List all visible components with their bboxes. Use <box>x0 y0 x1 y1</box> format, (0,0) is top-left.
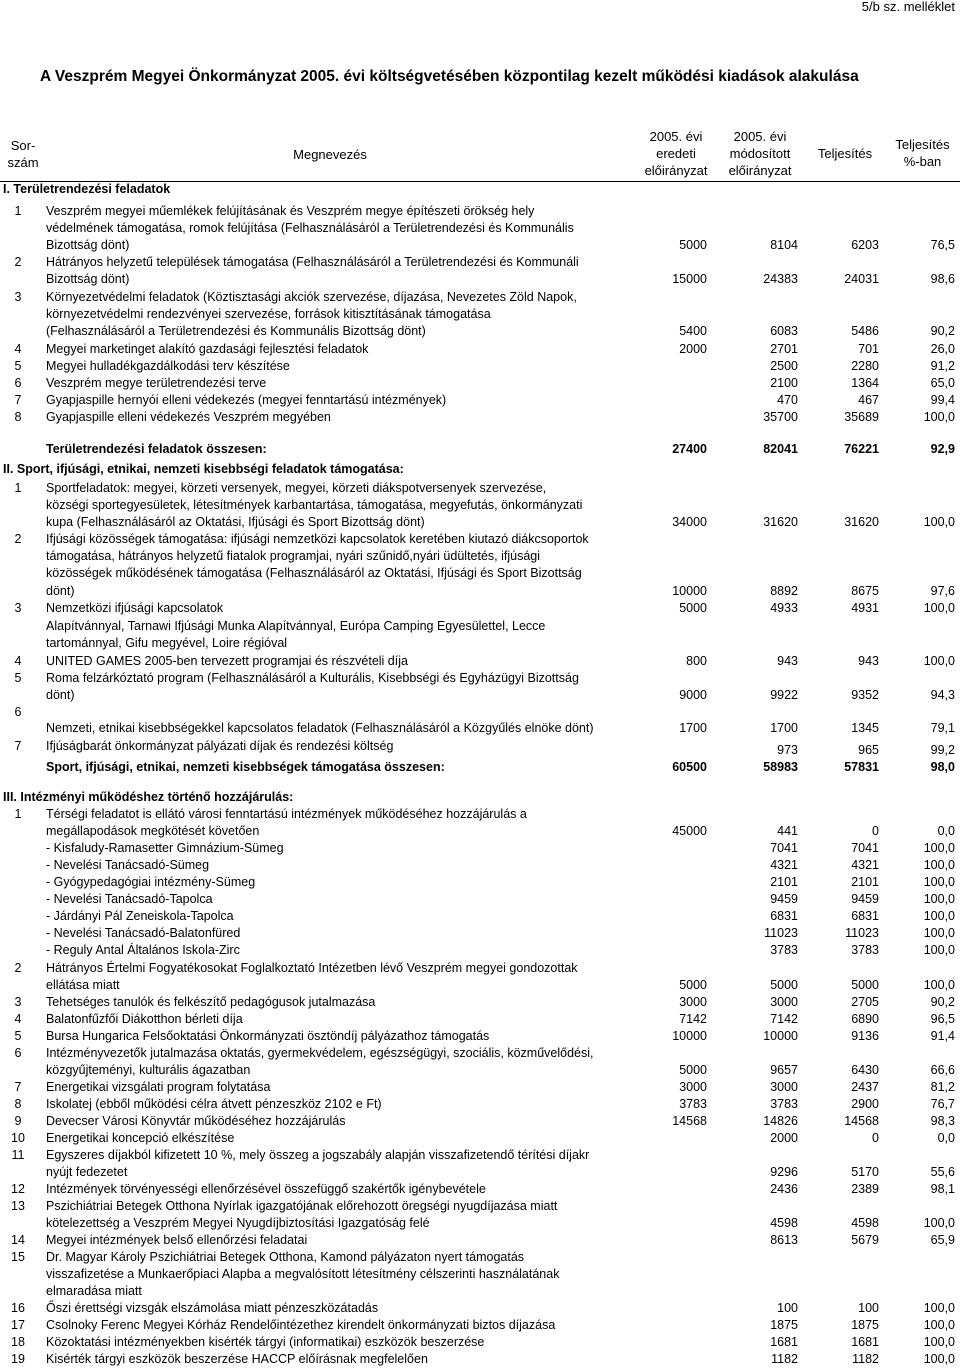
row-description: Tehetséges tanulók és felkészítő pedagógusok jutalmazása <box>46 995 376 1009</box>
eredeti-value: 800 <box>636 654 707 668</box>
row-description: Hátrányos helyzetű települések támogatása (Felhasználásáról a Területrendezési és Kommunáli <box>46 255 579 269</box>
eredeti-value: 10000 <box>636 1029 707 1043</box>
row-description: - Kisfaludy-Ramasetter Gimnázium-Sümeg <box>46 841 284 855</box>
row-number: 17 <box>11 1318 25 1332</box>
modositott-value: 14826 <box>722 1114 798 1128</box>
row-description: Balatonfűzfői Diákotthon bérleti díja <box>46 1012 243 1026</box>
header-sorszam-1: Sor- <box>10 138 36 153</box>
teljesites-value: 57831 <box>800 760 879 774</box>
teljesites-value: 6430 <box>800 1063 879 1077</box>
pct-value: 100,0 <box>882 1318 955 1332</box>
modositott-value: 10000 <box>722 1029 798 1043</box>
teljesites-value: 2389 <box>800 1182 879 1196</box>
eredeti-value: 3783 <box>636 1097 707 1111</box>
row-description: ellátása miatt <box>46 978 120 992</box>
teljesites-value: 6831 <box>800 909 879 923</box>
modositott-value: 3000 <box>722 1080 798 1094</box>
pct-value: 100,0 <box>882 515 955 529</box>
pct-value: 100,0 <box>882 1352 955 1366</box>
teljesites-value: 11023 <box>800 926 879 940</box>
teljesites-value: 6890 <box>800 1012 879 1026</box>
teljesites-value: 2101 <box>800 875 879 889</box>
page-title: A Veszprém Megyei Önkormányzat 2005. évi költségvetésében központilag kezelt működési kiadások alakulása <box>40 68 859 85</box>
modositott-value: 7041 <box>722 841 798 855</box>
pct-value: 90,2 <box>882 324 955 338</box>
pct-value: 100,0 <box>882 1216 955 1230</box>
row-description: UNITED GAMES 2005-ben tervezett programjai és részvételi díja <box>46 654 408 668</box>
row-description: - Nevelési Tanácsadó-Tapolca <box>46 892 213 906</box>
row-number: 13 <box>11 1199 25 1213</box>
teljesites-value: 2705 <box>800 995 879 1009</box>
teljesites-value: 7041 <box>800 841 879 855</box>
row-description: Veszprém megyei műemlékek felújításának és Veszprém megye építészeti örökség hely <box>46 204 535 218</box>
pct-value: 55,6 <box>882 1165 955 1179</box>
row-description: dönt) <box>46 688 75 702</box>
pct-value: 100,0 <box>882 841 955 855</box>
row-number: 2 <box>14 961 22 975</box>
section-heading: Területrendezési feladatok összesen: <box>46 442 267 456</box>
modositott-value: 2101 <box>722 875 798 889</box>
teljesites-value: 9459 <box>800 892 879 906</box>
modositott-value: 5000 <box>722 978 798 992</box>
row-number: 16 <box>11 1301 25 1315</box>
row-description: Nemzeti, etnikai kisebbségekkel kapcsolatos feladatok (Felhasználásáról a Közgyűlés elnöke dönt) <box>46 721 594 735</box>
row-description: Egyszeres díjakból kifizetett 10 %, mely összeg a jogszabály alapján visszafizetendő térítési díjakr <box>46 1148 590 1162</box>
row-description: Intézményvezetők jutalmazása oktatás, gyermekvédelem, egészségügyi, szociális, közművelődési, <box>46 1046 594 1060</box>
row-number: 14 <box>11 1233 25 1247</box>
row-description: közösségek működésének támogatása (Felhasználásáról az Oktatási, Ifjúsági és Sport Bizottság <box>46 566 582 580</box>
modositott-value: 3783 <box>722 943 798 957</box>
row-number: 1 <box>14 204 22 218</box>
row-number: 10 <box>11 1131 25 1145</box>
teljesites-value: 14568 <box>800 1114 879 1128</box>
eredeti-value: 3000 <box>636 1080 707 1094</box>
teljesites-value: 943 <box>800 654 879 668</box>
row-description: Környezetvédelmi feladatok (Köztisztasági akciók szervezése, díjazása, Nevezetes Zöld Napok, <box>46 290 577 304</box>
row-description: visszafizetése a Munkaerőpiaci Alapba a megvalósított létesítmény célszerinti használatának <box>46 1267 560 1281</box>
row-description: Roma felzárkóztató program (Felhasználásáról a Kulturális, Kisebbségi és Egyházügyi Bizottság <box>46 671 579 685</box>
row-description: közgyűjteményi, kulturális ágazatban <box>46 1063 251 1077</box>
teljesites-value: 100 <box>800 1301 879 1315</box>
pct-value: 100,0 <box>882 1335 955 1349</box>
row-description: tartománnyal, Gifu megyével, Loire régióval <box>46 636 288 650</box>
row-description: Hátrányos Értelmi Fogyatékosokat Foglalkoztató Intézetben lévő Veszprém megyei gondozottak <box>46 961 578 975</box>
eredeti-value: 60500 <box>636 760 707 774</box>
row-number: 4 <box>14 1012 22 1026</box>
row-description: védelmének támogatása, romok felújítása (Felhasználásáról a Területrendezési és Kommunális <box>46 221 574 235</box>
header-eredeti-2: eredeti <box>656 146 696 161</box>
pct-value: 91,4 <box>882 1029 955 1043</box>
header-sorszam-2: szám <box>7 155 39 170</box>
modositott-value: 31620 <box>722 515 798 529</box>
pct-value: 100,0 <box>882 875 955 889</box>
modositott-value: 1681 <box>722 1335 798 1349</box>
modositott-value: 8613 <box>722 1233 798 1247</box>
row-number: 1 <box>14 807 22 821</box>
pct-value: 76,7 <box>882 1097 955 1111</box>
teljesites-value: 1182 <box>800 1352 879 1366</box>
teljesites-value: 2280 <box>800 359 879 373</box>
modositott-value: 8892 <box>722 584 798 598</box>
header-pct-1: Teljesítés <box>895 137 950 152</box>
row-description: Ifjúságbarát önkormányzat pályázati díjak és rendezési költség <box>46 739 394 753</box>
modositott-value: 1875 <box>722 1318 798 1332</box>
eredeti-value: 5000 <box>636 601 707 615</box>
row-description: Nemzetközi ifjúsági kapcsolatok <box>46 601 224 615</box>
pct-value: 26,0 <box>882 342 955 356</box>
pct-value: 100,0 <box>882 1301 955 1315</box>
modositott-value: 4598 <box>722 1216 798 1230</box>
modositott-value: 4321 <box>722 858 798 872</box>
eredeti-value: 5400 <box>636 324 707 338</box>
row-number: 3 <box>14 601 22 615</box>
row-description: elmaradása miatt <box>46 1284 142 1298</box>
row-description: - Nevelési Tanácsadó-Balatonfüred <box>46 926 241 940</box>
pct-value: 65,9 <box>882 1233 955 1247</box>
row-number: 18 <box>11 1335 25 1349</box>
modositott-value: 943 <box>722 654 798 668</box>
teljesites-value: 4931 <box>800 601 879 615</box>
teljesites-value: 1875 <box>800 1318 879 1332</box>
row-description: kupa (Felhasználásáról az Oktatási, Ifjúsági és Sport Bizottság dönt) <box>46 515 425 529</box>
row-description: Megyei intézmények belső ellenőrzési feladatai <box>46 1233 308 1247</box>
pct-value: 100,0 <box>882 654 955 668</box>
row-description: megállapodások megkötését követően <box>46 824 260 838</box>
pct-value: 100,0 <box>882 943 955 957</box>
teljesites-value: 24031 <box>800 272 879 286</box>
row-description: Bursa Hungarica Felsőoktatási Önkormányzati ösztöndíj pályázathoz támogatás <box>46 1029 490 1043</box>
row-number: 9 <box>14 1114 22 1128</box>
modositott-value: 2500 <box>722 359 798 373</box>
modositott-value: 9657 <box>722 1063 798 1077</box>
pct-value: 99,4 <box>882 393 955 407</box>
row-description: Kisérték tárgyi eszközök beszerzése HACCP előírásnak megfelelően <box>46 1352 428 1366</box>
section-heading: III. Intézményi működéshez történő hozzájárulás: <box>3 790 294 804</box>
modositott-value: 8104 <box>722 238 798 252</box>
teljesites-value: 0 <box>800 1131 879 1145</box>
pct-value: 90,2 <box>882 995 955 1009</box>
row-description: Pszichiátriai Betegek Otthona Nyírlak igazgatójának előrehozott öregségi nyugdíjazása miatt <box>46 1199 558 1213</box>
modositott-value: 9296 <box>722 1165 798 1179</box>
eredeti-value: 5000 <box>636 238 707 252</box>
eredeti-value: 10000 <box>636 584 707 598</box>
pct-value: 79,1 <box>882 721 955 735</box>
row-number: 5 <box>14 1029 22 1043</box>
row-number: 6 <box>14 1046 22 1060</box>
modositott-value: 1182 <box>722 1352 798 1366</box>
row-number: 4 <box>14 654 22 668</box>
row-description: Alapítvánnyal, Tarnawi Ifjúsági Munka Alapítvánnyal, Európa Camping Egyesülettel, Lecce <box>46 619 546 633</box>
row-number: 12 <box>11 1182 25 1196</box>
modositott-value: 6831 <box>722 909 798 923</box>
teljesites-value: 0 <box>800 824 879 838</box>
row-number: 19 <box>11 1352 25 1366</box>
section-heading: Sport, ifjúsági, etnikai, nemzeti kisebbségek támogatása összesen: <box>46 760 445 774</box>
teljesites-value: 1364 <box>800 376 879 390</box>
modositott-value: 3783 <box>722 1097 798 1111</box>
header-modositott-3: előirányzat <box>728 163 792 178</box>
row-description: támogatása, hátrányos helyzetű fiatalok programjai, nyári szűnidő,nyári üdültetés, ifjúsági <box>46 549 541 563</box>
pct-value: 0,0 <box>882 824 955 838</box>
row-number: 8 <box>14 410 22 424</box>
eredeti-value: 27400 <box>636 442 707 456</box>
pct-value: 100,0 <box>882 858 955 872</box>
modositott-value: 9459 <box>722 892 798 906</box>
teljesites-value: 4321 <box>800 858 879 872</box>
teljesites-value: 31620 <box>800 515 879 529</box>
modositott-value: 7142 <box>722 1012 798 1026</box>
teljesites-value: 9136 <box>800 1029 879 1043</box>
modositott-value: 2000 <box>722 1131 798 1145</box>
row-description: Intézmények törvényességi ellenőrzésével összefüggő szakértők igénybevétele <box>46 1182 486 1196</box>
pct-value: 100,0 <box>882 978 955 992</box>
row-description: dönt) <box>46 584 75 598</box>
eredeti-value: 45000 <box>636 824 707 838</box>
pct-value: 92,9 <box>882 442 955 456</box>
section-heading: II. Sport, ifjúsági, etnikai, nemzeti kisebbségi feladatok támogatása: <box>3 462 404 476</box>
pct-value: 0,0 <box>882 1131 955 1145</box>
pct-value: 76,5 <box>882 238 955 252</box>
row-description: (Felhasználásáról a Területrendezési és Kommunális Bizottság dönt) <box>46 324 426 338</box>
row-number: 3 <box>14 995 22 1009</box>
teljesites-value: 2437 <box>800 1080 879 1094</box>
row-description: Veszprém megye területrendezési terve <box>46 376 267 390</box>
pct-value: 100,0 <box>882 909 955 923</box>
teljesites-value: 5170 <box>800 1165 879 1179</box>
pct-value: 98,6 <box>882 272 955 286</box>
pct-value: 96,5 <box>882 1012 955 1026</box>
eredeti-value: 9000 <box>636 688 707 702</box>
teljesites-value: 5679 <box>800 1233 879 1247</box>
row-number: 7 <box>14 393 22 407</box>
row-description: Dr. Magyar Károly Pszichiátriai Betegek Otthona, Kamond pályázaton nyert támogatás <box>46 1250 525 1264</box>
eredeti-value: 14568 <box>636 1114 707 1128</box>
teljesites-value: 701 <box>800 342 879 356</box>
row-description: Energetikai vizsgálati program folytatása <box>46 1080 271 1094</box>
modositott-value: 100 <box>722 1301 798 1315</box>
teljesites-value: 4598 <box>800 1216 879 1230</box>
row-number: 4 <box>14 342 22 356</box>
teljesites-value: 5486 <box>800 324 879 338</box>
row-description: Energetikai koncepció elkészítése <box>46 1131 235 1145</box>
row-description: Megyei hulladékgazdálkodási terv készítése <box>46 359 290 373</box>
pct-value: 100,0 <box>882 410 955 424</box>
modositott-value: 1700 <box>722 721 798 735</box>
modositott-value: 9922 <box>722 688 798 702</box>
teljesites-value: 1681 <box>800 1335 879 1349</box>
eredeti-value: 7142 <box>636 1012 707 1026</box>
teljesites-value: 3783 <box>800 943 879 957</box>
pct-value: 98,3 <box>882 1114 955 1128</box>
row-description: községi sportegyesületek, létesítmények karbantartása, támogatása, megyefutás, önkormányzati <box>46 498 583 512</box>
row-description: - Reguly Antal Általános Iskola-Zirc <box>46 943 240 957</box>
row-description: Devecser Városi Könyvtár működéséhez hozzájárulás <box>46 1114 346 1128</box>
header-teljesites: Teljesítés <box>817 146 873 161</box>
pct-value: 97,6 <box>882 584 955 598</box>
row-number: 6 <box>14 376 22 390</box>
eredeti-value: 1700 <box>636 721 707 735</box>
teljesites-value: 35689 <box>800 410 879 424</box>
eredeti-value: 5000 <box>636 1063 707 1077</box>
modositott-value: 24383 <box>722 272 798 286</box>
teljesites-value: 1345 <box>800 721 879 735</box>
modositott-value: 441 <box>722 824 798 838</box>
pct-value: 99,2 <box>882 743 955 757</box>
pct-value: 98,1 <box>882 1182 955 1196</box>
row-number: 7 <box>14 739 22 753</box>
row-description: környezetvédelmi rendezvényei szervezése, források kitisztításának támogatása <box>46 307 491 321</box>
teljesites-value: 467 <box>800 393 879 407</box>
row-number: 2 <box>14 532 22 546</box>
row-description: Sportfeladatok: megyei, körzeti versenyek, megyei, körzeti diákspotversenyek szervezése, <box>46 481 547 495</box>
modositott-value: 58983 <box>722 760 798 774</box>
header-eredeti-1: 2005. évi <box>649 129 703 144</box>
teljesites-value: 9352 <box>800 688 879 702</box>
modositott-value: 82041 <box>722 442 798 456</box>
modositott-value: 35700 <box>722 410 798 424</box>
row-description: - Gyógypedagógiai intézmény-Sümeg <box>46 875 256 889</box>
row-description: Megyei marketinget alakító gazdasági fejlesztési feladatok <box>46 342 369 356</box>
teljesites-value: 8675 <box>800 584 879 598</box>
row-description: Bizottság dönt) <box>46 272 130 286</box>
eredeti-value: 34000 <box>636 515 707 529</box>
row-description: nyújt fedezetet <box>46 1165 128 1179</box>
section-heading: I. Területrendezési feladatok <box>3 182 171 196</box>
pct-value: 100,0 <box>882 926 955 940</box>
row-number: 1 <box>14 481 22 495</box>
eredeti-value: 15000 <box>636 272 707 286</box>
row-description: Gyapjaspille elleni védekezés Veszprém megyében <box>46 410 331 424</box>
header-modositott-1: 2005. évi <box>733 129 787 144</box>
row-number: 7 <box>14 1080 22 1094</box>
row-number: 6 <box>14 705 22 719</box>
teljesites-value: 76221 <box>800 442 879 456</box>
row-description: - Járdányi Pál Zeneiskola-Tapolca <box>46 909 234 923</box>
row-description: Gyapjaspille hernyói elleni védekezés (megyei fenntartású intézmények) <box>46 393 447 407</box>
header-modositott-2: módosított <box>729 146 791 161</box>
row-description: Ifjúsági közösségek támogatása: ifjúsági nemzetközi kapcsolatok keretében kiutazó diákcsoportok <box>46 532 589 546</box>
modositott-value: 2100 <box>722 376 798 390</box>
row-description: Térségi feladatot is ellátó városi fenntartású intézmények működéséhez hozzájárulás a <box>46 807 527 821</box>
pct-value: 65,0 <box>882 376 955 390</box>
teljesites-value: 5000 <box>800 978 879 992</box>
modositott-value: 4933 <box>722 601 798 615</box>
header-megnevezes: Megnevezés <box>293 147 367 162</box>
eredeti-value: 5000 <box>636 978 707 992</box>
pct-value: 91,2 <box>882 359 955 373</box>
pct-value: 100,0 <box>882 892 955 906</box>
row-number: 8 <box>14 1097 22 1111</box>
modositott-value: 2701 <box>722 342 798 356</box>
row-number: 3 <box>14 290 22 304</box>
row-number: 5 <box>14 359 22 373</box>
header-pct-2: %-ban <box>903 154 942 169</box>
pct-value: 98,0 <box>882 760 955 774</box>
teljesites-value: 965 <box>800 743 879 757</box>
modositott-value: 6083 <box>722 324 798 338</box>
row-description: - Nevelési Tanácsadó-Sümeg <box>46 858 210 872</box>
modositott-value: 11023 <box>722 926 798 940</box>
header-eredeti-3: előirányzat <box>644 163 708 178</box>
pct-value: 94,3 <box>882 688 955 702</box>
modositott-value: 3000 <box>722 995 798 1009</box>
row-description: Iskolatej (ebből működési célra átvett pénzeszköz 2102 e Ft) <box>46 1097 382 1111</box>
modositott-value: 470 <box>722 393 798 407</box>
row-description: kötelezettség a Veszprém Megyei Nyugdíjbiztosítási Igazgatóság felé <box>46 1216 430 1230</box>
row-description: Csolnoky Ferenc Megyei Kórház Rendelőintézethez kirendelt önkormányzati biztos díjazása <box>46 1318 556 1332</box>
modositott-value: 2436 <box>722 1182 798 1196</box>
pct-value: 81,2 <box>882 1080 955 1094</box>
pct-value: 100,0 <box>882 601 955 615</box>
teljesites-value: 6203 <box>800 238 879 252</box>
row-number: 5 <box>14 671 22 685</box>
annex-label: 5/b sz. melléklet <box>861 0 955 14</box>
row-description: Közoktatási intézményekben kisérték tárgyi (informatikai) eszközök beszerzése <box>46 1335 485 1349</box>
modositott-value: 973 <box>722 743 798 757</box>
row-description: Bizottság dönt) <box>46 238 130 252</box>
teljesites-value: 2900 <box>800 1097 879 1111</box>
row-number: 2 <box>14 255 22 269</box>
row-number: 11 <box>11 1148 25 1162</box>
eredeti-value: 2000 <box>636 342 707 356</box>
eredeti-value: 3000 <box>636 995 707 1009</box>
row-description: Őszi érettségi vizsgák elszámolása miatt pénzeszközátadás <box>46 1301 379 1315</box>
pct-value: 66,6 <box>882 1063 955 1077</box>
row-number: 15 <box>11 1250 25 1264</box>
